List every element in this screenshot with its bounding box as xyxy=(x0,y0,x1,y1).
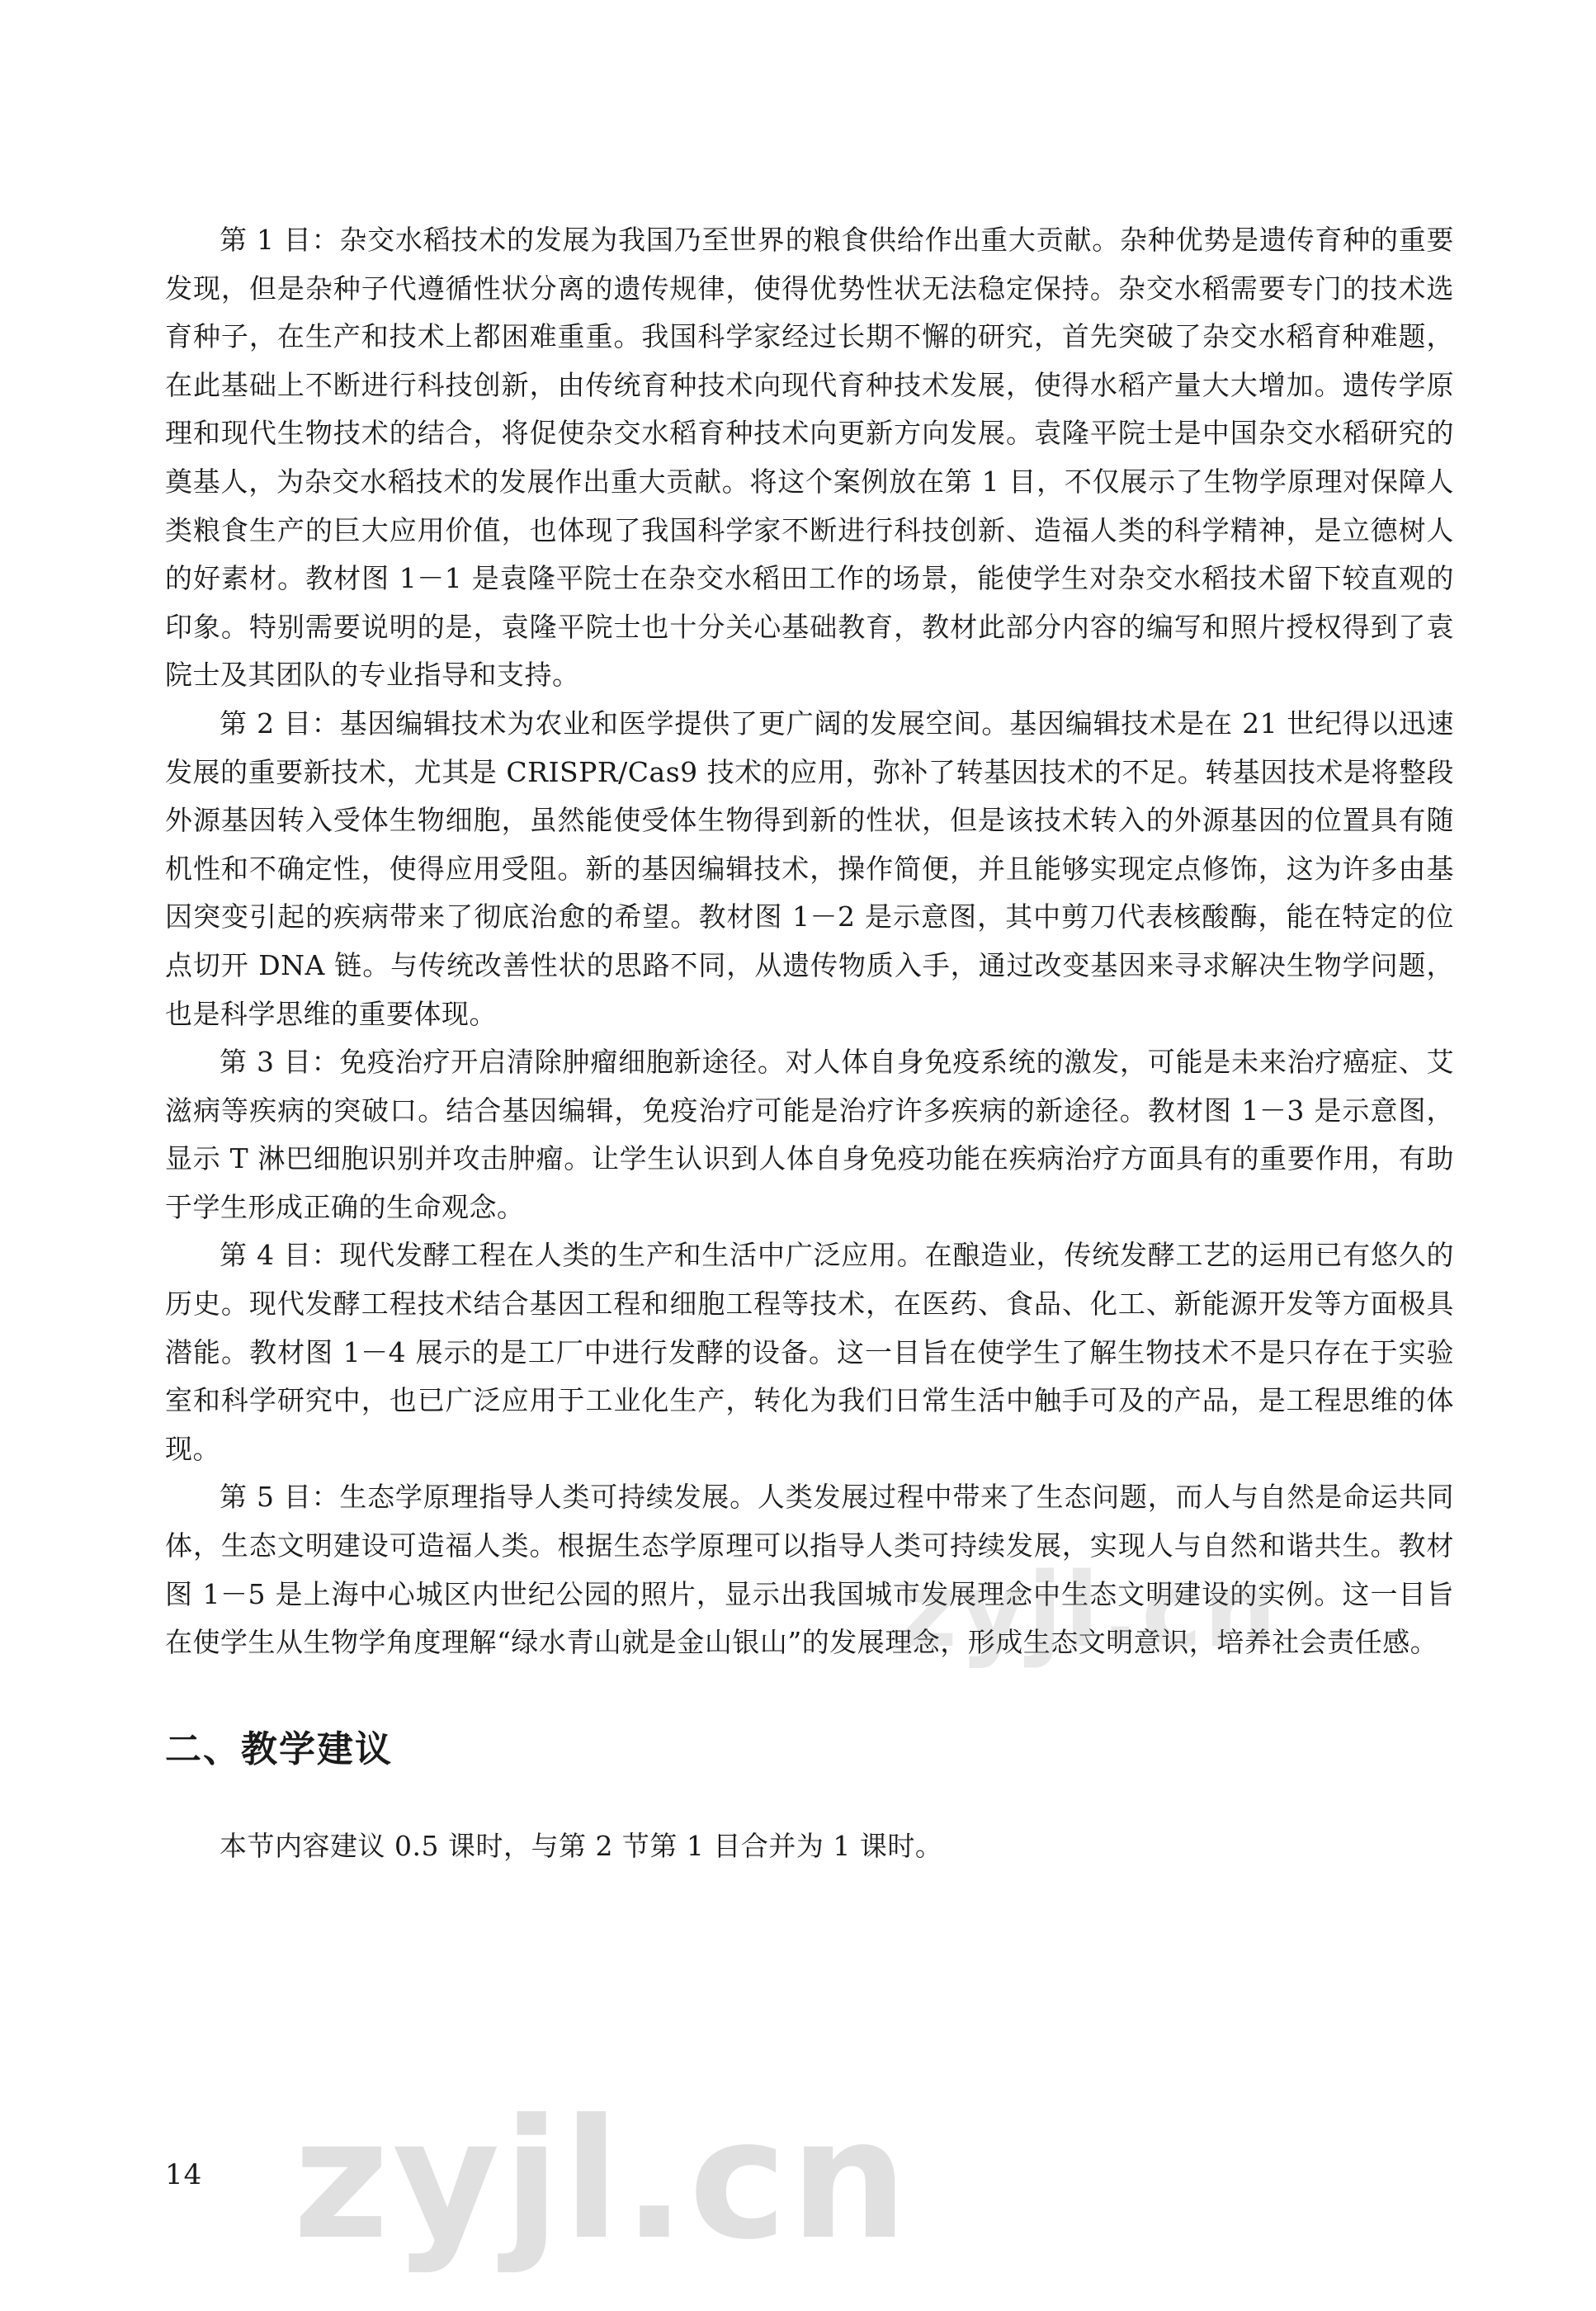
paragraph-item-5: 第 5 目：生态学原理指导人类可持续发展。人类发展过程中带来了生态问题，而人与自然是命运共同体，生态文明建设可造福人类。根据生态学原理可以指导人类可持续发展，实现人与自然和谐共生。教材图 1－5 是上海中心城区内世纪公园的照片，显示出我国城市发展理念中生态文明建设的实例。这一目旨在使学生从生物学角度理解“绿水青山就是金山银山”的发展理念，形成生态文明意识，培养社会责任感。 xyxy=(165,1481,1454,1659)
watermark-bottom: zyjl.cn xyxy=(293,2084,911,2276)
page-number: 14 xyxy=(165,2158,203,2191)
page-content xyxy=(165,216,1454,1870)
paragraph-item-4: 第 4 目：现代发酵工程在人类的生产和生活中广泛应用。在酿造业，传统发酵工艺的运用已有悠久的历史。现代发酵工程技术结合基因工程和细胞工程等技术，在医药、食品、化工、新能源开发等方面极具潜能。教材图 1－4 展示的是工厂中进行发酵的设备。这一目旨在使学生了解生物技术不是只存在于实验室和科学研究中，也已广泛应用于工业化生产，转化为我们日常生活中触手可及的产品，是工程思维的体现。 xyxy=(165,1239,1454,1465)
watermark-middle: zyjl.cn xyxy=(898,1552,1278,1671)
paragraph-item-2: 第 2 目：基因编辑技术为农业和医学提供了更广阔的发展空间。基因编辑技术是在 21 世纪得以迅速发展的重要新技术，尤其是 CRISPR/Cas9 技术的应用，弥补了转基因技术的不足。转基因技术是将整段外源基因转入受体生物细胞，虽然能使受体生物得到新的性状，但是该技术转入的外源基因的位置具有随机性和不确定性，使得应用受阻。新的基因编辑技术，操作简便，并且能够实现定点修饰，这为许多由基因突变引起的疾病带来了彻底治愈的希望。教材图 1－2 是示意图，其中剪刀代表核酸酶，能在特定的位点切开 DNA 链。与传统改善性状的思路不同，从遗传物质入手，通过改变基因来寻求解决生物学问题，也是科学思维的重要体现。 xyxy=(165,707,1454,1030)
section-text: 本节内容建议 0.5 课时，与第 2 节第 1 目合并为 1 课时。 xyxy=(220,1829,943,1862)
paragraph-item-1: 第 1 目：杂交水稻技术的发展为我国乃至世界的粮食供给作出重大贡献。杂种优势是遗传育种的重要发现，但是杂种子代遵循性状分离的遗传规律，使得优势性状无法稳定保持。杂交水稻需要专门的技术选育种子，在生产和技术上都困难重重。我国科学家经过长期不懈的研究，首先突破了杂交水稻育种难题，在此基础上不断进行科技创新，由传统育种技术向现代育种技术发展，使得水稻产量大大增加。遗传学原理和现代生物技术的结合，将促使杂交水稻育种技术向更新方向发展。袁隆平院士是中国杂交水稻研究的奠基人，为杂交水稻技术的发展作出重大贡献。将这个案例放在第 1 目，不仅展示了生物学原理对保障人类粮食生产的巨大应用价值，也体现了我国科学家不断进行科技创新、造福人类的科学精神，是立德树人的好素材。教材图 1－1 是袁隆平院士在杂交水稻田工作的场景，能使学生对杂交水稻技术留下较直观的印象。特别需要说明的是，袁隆平院士也十分关心基础教育，教材此部分内容的编写和照片授权得到了袁院士及其团队的专业指导和支持。 xyxy=(165,224,1454,692)
section-heading: 二、教学建议 xyxy=(165,1727,393,1770)
paragraph-item-3: 第 3 目：免疫治疗开启清除肿瘤细胞新途径。对人体自身免疫系统的激发，可能是未来治疗癌症、艾滋病等疾病的突破口。结合基因编辑，免疫治疗可能是治疗许多疾病的新途径。教材图 1－3 是示意图，显示 T 淋巴细胞识别并攻击肿瘤。让学生认识到人体自身免疫功能在疾病治疗方面具有的重要作用，有助于学生形成正确的生命观念。 xyxy=(165,1046,1454,1223)
